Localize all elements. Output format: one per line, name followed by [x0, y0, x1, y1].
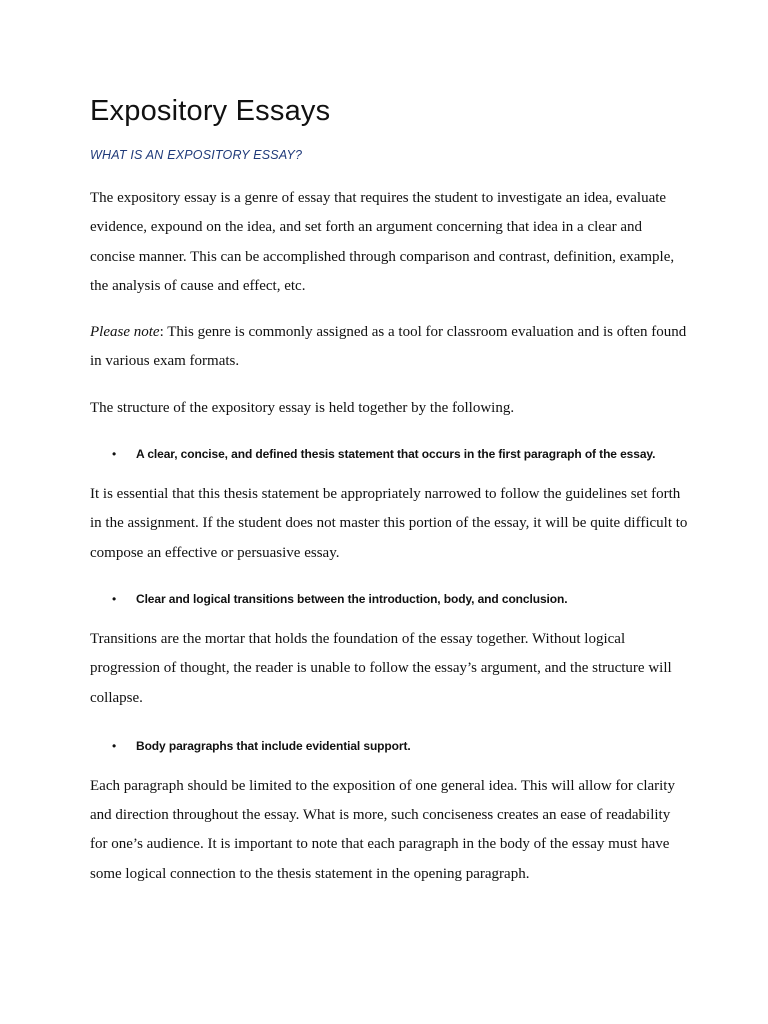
bullet-text: A clear, concise, and defined thesis statement that occurs in the first paragraph of the essay.	[136, 447, 656, 462]
bullet-icon: •	[112, 738, 117, 753]
bullet-item-thesis	[90, 445, 688, 463]
bullet-icon: •	[112, 447, 117, 462]
paragraph-thesis: It is essential that this thesis statement be appropriately narrowed to follow the guidelines set forth in the assignment. If the student does not master this portion of the essay, it will be quite difficult to compose an effective or persuasive essay.	[90, 486, 688, 561]
paragraph-structure: The structure of the expository essay is held together by the following.	[90, 399, 515, 416]
note-label: Please note	[90, 324, 160, 341]
bullet-item-body	[90, 737, 688, 755]
paragraph-transitions: Transitions are the mortar that holds the foundation of the essay together. Without logical progression of thought, the reader is unable to follow the essay’s argument, and the structure will collapse.	[90, 630, 672, 706]
bullet-icon: •	[112, 591, 117, 606]
bullet-text: Body paragraphs that include evidential support.	[136, 738, 411, 753]
document-subtitle: WHAT IS AN EXPOSITORY ESSAY?	[90, 148, 303, 162]
paragraph-note	[90, 318, 688, 377]
paragraph-intro: The expository essay is a genre of essay that requires the student to investigate an idea, evaluate evidence, expound on the idea, and set forth an argument concerning that idea in a clear and concise manner. This can be accomplished through comparison and contrast, definition, example, the analysis of cause and effect, etc.	[90, 190, 675, 294]
paragraph-body: Each paragraph should be limited to the exposition of one general idea. This will allow for clarity and direction throughout the essay. What is more, such conciseness creates an ease of readability for one’s audience. It is important to note that each paragraph in the body of the essay must have some logical connection to the thesis statement in the opening paragraph.	[90, 777, 675, 882]
bullet-item-transitions	[90, 590, 688, 608]
note-text: : This genre is commonly assigned as a tool for classroom evaluation and is often found in various exam formats.	[90, 324, 687, 370]
bullet-text: Clear and logical transitions between the introduction, body, and conclusion.	[136, 591, 568, 606]
document-title: Expository Essays	[90, 95, 331, 127]
